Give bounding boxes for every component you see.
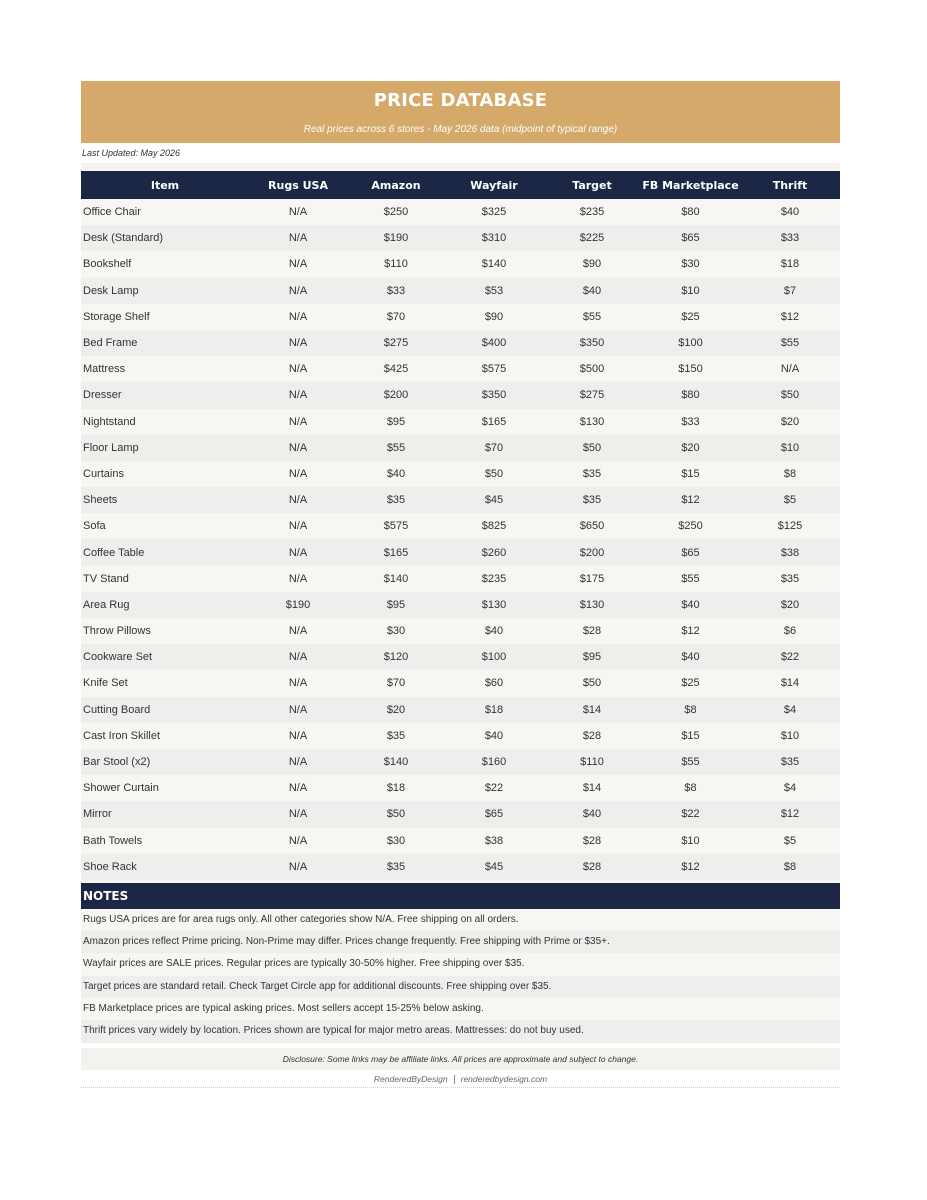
- price-cell: $18: [740, 251, 840, 277]
- item-cell: Cutting Board: [81, 697, 249, 723]
- table-header-row: [81, 171, 840, 199]
- table-row: [81, 278, 840, 304]
- price-cell: $165: [445, 409, 543, 435]
- price-cell: $130: [445, 592, 543, 618]
- price-cell: $22: [740, 644, 840, 670]
- notes-list: [81, 909, 840, 1043]
- table-row: [81, 775, 840, 801]
- price-cell: $110: [347, 251, 445, 277]
- price-cell: $50: [543, 670, 641, 696]
- price-cell: $100: [445, 644, 543, 670]
- item-cell: Bed Frame: [81, 330, 249, 356]
- page-subtitle: Real prices across 6 stores - May 2026 data (midpoint of typical range): [303, 124, 618, 135]
- item-cell: Cast Iron Skillet: [81, 723, 249, 749]
- price-cell: $7: [740, 278, 840, 304]
- item-cell: Shower Curtain: [81, 775, 249, 801]
- price-cell: $80: [641, 199, 740, 225]
- price-cell: N/A: [249, 828, 347, 854]
- table-row: [81, 670, 840, 696]
- price-cell: N/A: [249, 278, 347, 304]
- price-cell: $38: [740, 539, 840, 565]
- price-cell: N/A: [249, 644, 347, 670]
- column-header: Wayfair: [445, 171, 543, 199]
- price-cell: $30: [641, 251, 740, 277]
- price-cell: $40: [641, 644, 740, 670]
- price-cell: $5: [740, 487, 840, 513]
- price-cell: $140: [347, 749, 445, 775]
- table-row: [81, 435, 840, 461]
- price-cell: $45: [445, 487, 543, 513]
- price-cell: $175: [543, 566, 641, 592]
- price-cell: $35: [347, 854, 445, 880]
- price-cell: N/A: [249, 382, 347, 408]
- item-cell: Knife Set: [81, 670, 249, 696]
- price-cell: $130: [543, 409, 641, 435]
- table-row: [81, 697, 840, 723]
- price-cell: $15: [641, 723, 740, 749]
- price-cell: $70: [445, 435, 543, 461]
- price-cell: $150: [641, 356, 740, 382]
- item-cell: Dresser: [81, 382, 249, 408]
- price-cell: $310: [445, 225, 543, 251]
- price-cell: $60: [445, 670, 543, 696]
- price-cell: $250: [347, 199, 445, 225]
- price-cell: $28: [543, 618, 641, 644]
- page-title: PRICE DATABASE: [373, 90, 548, 111]
- table-row: [81, 461, 840, 487]
- price-cell: $12: [740, 304, 840, 330]
- price-cell: $10: [740, 723, 840, 749]
- price-cell: $8: [641, 697, 740, 723]
- table-row: [81, 382, 840, 408]
- price-cell: $8: [641, 775, 740, 801]
- price-cell: $20: [740, 592, 840, 618]
- table-row: [81, 801, 840, 827]
- item-cell: Shoe Rack: [81, 854, 249, 880]
- price-cell: $30: [347, 828, 445, 854]
- price-cell: $275: [543, 382, 641, 408]
- price-cell: $55: [740, 330, 840, 356]
- price-cell: $12: [641, 854, 740, 880]
- price-cell: $70: [347, 670, 445, 696]
- price-cell: $45: [445, 854, 543, 880]
- table-row: [81, 723, 840, 749]
- price-cell: $14: [543, 775, 641, 801]
- price-cell: $6: [740, 618, 840, 644]
- price-cell: $650: [543, 513, 641, 539]
- price-cell: N/A: [249, 461, 347, 487]
- note-item: FB Marketplace prices are typical asking prices. Most sellers accept 15-25% below asking.: [81, 998, 840, 1020]
- price-cell: $33: [641, 409, 740, 435]
- price-cell: $20: [740, 409, 840, 435]
- price-cell: $165: [347, 539, 445, 565]
- price-cell: $350: [445, 382, 543, 408]
- footer: [81, 1071, 840, 1088]
- price-cell: $10: [641, 828, 740, 854]
- price-cell: $14: [740, 670, 840, 696]
- price-cell: N/A: [249, 487, 347, 513]
- last-updated: Last Updated: May 2026: [82, 148, 181, 158]
- item-cell: Area Rug: [81, 592, 249, 618]
- column-header: Rugs USA: [249, 171, 347, 199]
- price-cell: N/A: [249, 723, 347, 749]
- price-cell: $35: [740, 566, 840, 592]
- price-cell: N/A: [249, 225, 347, 251]
- price-cell: $35: [740, 749, 840, 775]
- disclosure: Disclosure: Some links may be affiliate links. All prices are approximate and subject to change.: [81, 1048, 840, 1070]
- price-cell: $10: [641, 278, 740, 304]
- price-cell: N/A: [249, 304, 347, 330]
- table-row: [81, 487, 840, 513]
- price-cell: $200: [347, 382, 445, 408]
- table-row: [81, 592, 840, 618]
- item-cell: Coffee Table: [81, 539, 249, 565]
- price-cell: N/A: [249, 749, 347, 775]
- column-header: Thrift: [740, 171, 840, 199]
- price-cell: $40: [347, 461, 445, 487]
- price-cell: $65: [641, 539, 740, 565]
- table-body: [81, 199, 840, 880]
- price-cell: $50: [445, 461, 543, 487]
- price-cell: N/A: [249, 801, 347, 827]
- price-cell: $125: [740, 513, 840, 539]
- price-cell: $95: [347, 592, 445, 618]
- footer-site-link[interactable]: renderedbydesign.com: [460, 1073, 548, 1084]
- table-row: [81, 304, 840, 330]
- price-cell: N/A: [249, 539, 347, 565]
- price-cell: $15: [641, 461, 740, 487]
- price-cell: $53: [445, 278, 543, 304]
- table-row: [81, 251, 840, 277]
- table-row: [81, 199, 840, 225]
- price-cell: $40: [543, 278, 641, 304]
- price-cell: N/A: [249, 854, 347, 880]
- price-cell: $35: [347, 487, 445, 513]
- note-item: Amazon prices reflect Prime pricing. Non-Prime may differ. Prices change frequently. Free shipping with Prime or $35+.: [81, 931, 840, 953]
- table-row: [81, 225, 840, 251]
- price-cell: N/A: [249, 330, 347, 356]
- header-banner: [81, 81, 840, 143]
- item-cell: Nightstand: [81, 409, 249, 435]
- item-cell: Mattress: [81, 356, 249, 382]
- item-cell: Sheets: [81, 487, 249, 513]
- price-cell: $28: [543, 723, 641, 749]
- table-row: [81, 644, 840, 670]
- price-cell: $14: [543, 697, 641, 723]
- table-row: [81, 749, 840, 775]
- price-cell: $325: [445, 199, 543, 225]
- price-cell: $70: [347, 304, 445, 330]
- item-cell: Office Chair: [81, 199, 249, 225]
- item-cell: Bar Stool (x2): [81, 749, 249, 775]
- price-cell: $90: [543, 251, 641, 277]
- item-cell: Desk Lamp: [81, 278, 249, 304]
- item-cell: Desk (Standard): [81, 225, 249, 251]
- price-cell: $80: [641, 382, 740, 408]
- price-cell: N/A: [249, 670, 347, 696]
- table-row: [81, 409, 840, 435]
- price-cell: $35: [347, 723, 445, 749]
- price-cell: $20: [641, 435, 740, 461]
- price-cell: $55: [641, 566, 740, 592]
- price-cell: $130: [543, 592, 641, 618]
- price-cell: N/A: [249, 775, 347, 801]
- price-cell: $225: [543, 225, 641, 251]
- price-cell: N/A: [249, 199, 347, 225]
- price-cell: N/A: [249, 697, 347, 723]
- table-row: [81, 828, 840, 854]
- price-cell: $33: [740, 225, 840, 251]
- footer-brand: RenderedByDesign: [373, 1073, 448, 1084]
- price-cell: $575: [347, 513, 445, 539]
- item-cell: Floor Lamp: [81, 435, 249, 461]
- note-item: Rugs USA prices are for area rugs only. All other categories show N/A. Free shipping on all orders.: [81, 909, 840, 931]
- price-cell: N/A: [249, 513, 347, 539]
- item-cell: TV Stand: [81, 566, 249, 592]
- price-cell: $40: [445, 618, 543, 644]
- column-header: Item: [81, 171, 249, 199]
- price-cell: $200: [543, 539, 641, 565]
- table-row: [81, 618, 840, 644]
- spacer: [81, 163, 840, 171]
- price-cell: $190: [249, 592, 347, 618]
- item-cell: Curtains: [81, 461, 249, 487]
- price-cell: $20: [347, 697, 445, 723]
- price-cell: $575: [445, 356, 543, 382]
- price-cell: $30: [347, 618, 445, 644]
- price-cell: $260: [445, 539, 543, 565]
- price-cell: $25: [641, 670, 740, 696]
- price-cell: $65: [445, 801, 543, 827]
- item-cell: Storage Shelf: [81, 304, 249, 330]
- item-cell: Bath Towels: [81, 828, 249, 854]
- price-cell: $4: [740, 697, 840, 723]
- price-cell: $40: [740, 199, 840, 225]
- price-table: [81, 171, 840, 880]
- price-cell: $350: [543, 330, 641, 356]
- price-cell: $12: [641, 487, 740, 513]
- item-cell: Sofa: [81, 513, 249, 539]
- price-cell: $425: [347, 356, 445, 382]
- table-row: [81, 854, 840, 880]
- price-cell: N/A: [249, 409, 347, 435]
- item-cell: Throw Pillows: [81, 618, 249, 644]
- price-cell: $95: [543, 644, 641, 670]
- price-sheet: [81, 81, 840, 1088]
- price-cell: $12: [641, 618, 740, 644]
- column-header: Target: [543, 171, 641, 199]
- price-cell: $100: [641, 330, 740, 356]
- price-cell: N/A: [249, 618, 347, 644]
- price-cell: $825: [445, 513, 543, 539]
- price-cell: $55: [347, 435, 445, 461]
- price-cell: $33: [347, 278, 445, 304]
- price-cell: $235: [445, 566, 543, 592]
- price-cell: $22: [641, 801, 740, 827]
- price-cell: $40: [543, 801, 641, 827]
- price-cell: $35: [543, 461, 641, 487]
- price-cell: N/A: [249, 566, 347, 592]
- table-row: [81, 566, 840, 592]
- table-row: [81, 330, 840, 356]
- price-cell: $275: [347, 330, 445, 356]
- price-cell: $8: [740, 461, 840, 487]
- price-cell: $120: [347, 644, 445, 670]
- price-cell: $50: [740, 382, 840, 408]
- price-cell: $40: [445, 723, 543, 749]
- column-header: FB Marketplace: [641, 171, 740, 199]
- price-cell: $22: [445, 775, 543, 801]
- price-cell: $38: [445, 828, 543, 854]
- price-cell: $140: [445, 251, 543, 277]
- note-item: Wayfair prices are SALE prices. Regular prices are typically 30-50% higher. Free shipping over $35.: [81, 953, 840, 975]
- price-cell: $25: [641, 304, 740, 330]
- price-cell: $50: [543, 435, 641, 461]
- price-cell: $160: [445, 749, 543, 775]
- price-cell: N/A: [249, 356, 347, 382]
- price-cell: N/A: [740, 356, 840, 382]
- price-cell: $250: [641, 513, 740, 539]
- price-cell: $65: [641, 225, 740, 251]
- price-cell: $95: [347, 409, 445, 435]
- price-cell: $4: [740, 775, 840, 801]
- footer-divider: [454, 1075, 455, 1084]
- price-cell: $10: [740, 435, 840, 461]
- price-cell: $28: [543, 854, 641, 880]
- notes-heading: NOTES: [81, 883, 840, 909]
- price-cell: $235: [543, 199, 641, 225]
- price-cell: $5: [740, 828, 840, 854]
- price-cell: $40: [641, 592, 740, 618]
- price-cell: $12: [740, 801, 840, 827]
- price-cell: $500: [543, 356, 641, 382]
- price-cell: $18: [445, 697, 543, 723]
- price-cell: $110: [543, 749, 641, 775]
- table-row: [81, 539, 840, 565]
- price-cell: $8: [740, 854, 840, 880]
- price-cell: $28: [543, 828, 641, 854]
- item-cell: Cookware Set: [81, 644, 249, 670]
- price-cell: N/A: [249, 251, 347, 277]
- column-header: Amazon: [347, 171, 445, 199]
- table-row: [81, 513, 840, 539]
- price-cell: $90: [445, 304, 543, 330]
- note-item: Target prices are standard retail. Check Target Circle app for additional discounts. Free shipping over $35.: [81, 976, 840, 998]
- price-cell: $35: [543, 487, 641, 513]
- item-cell: Mirror: [81, 801, 249, 827]
- price-cell: $50: [347, 801, 445, 827]
- price-cell: N/A: [249, 435, 347, 461]
- price-cell: $55: [543, 304, 641, 330]
- note-item: Thrift prices vary widely by location. Prices shown are typical for major metro areas. Mattresses: do not buy used.: [81, 1020, 840, 1042]
- table-row: [81, 356, 840, 382]
- item-cell: Bookshelf: [81, 251, 249, 277]
- price-cell: $400: [445, 330, 543, 356]
- price-cell: $140: [347, 566, 445, 592]
- price-cell: $190: [347, 225, 445, 251]
- price-cell: $55: [641, 749, 740, 775]
- price-cell: $18: [347, 775, 445, 801]
